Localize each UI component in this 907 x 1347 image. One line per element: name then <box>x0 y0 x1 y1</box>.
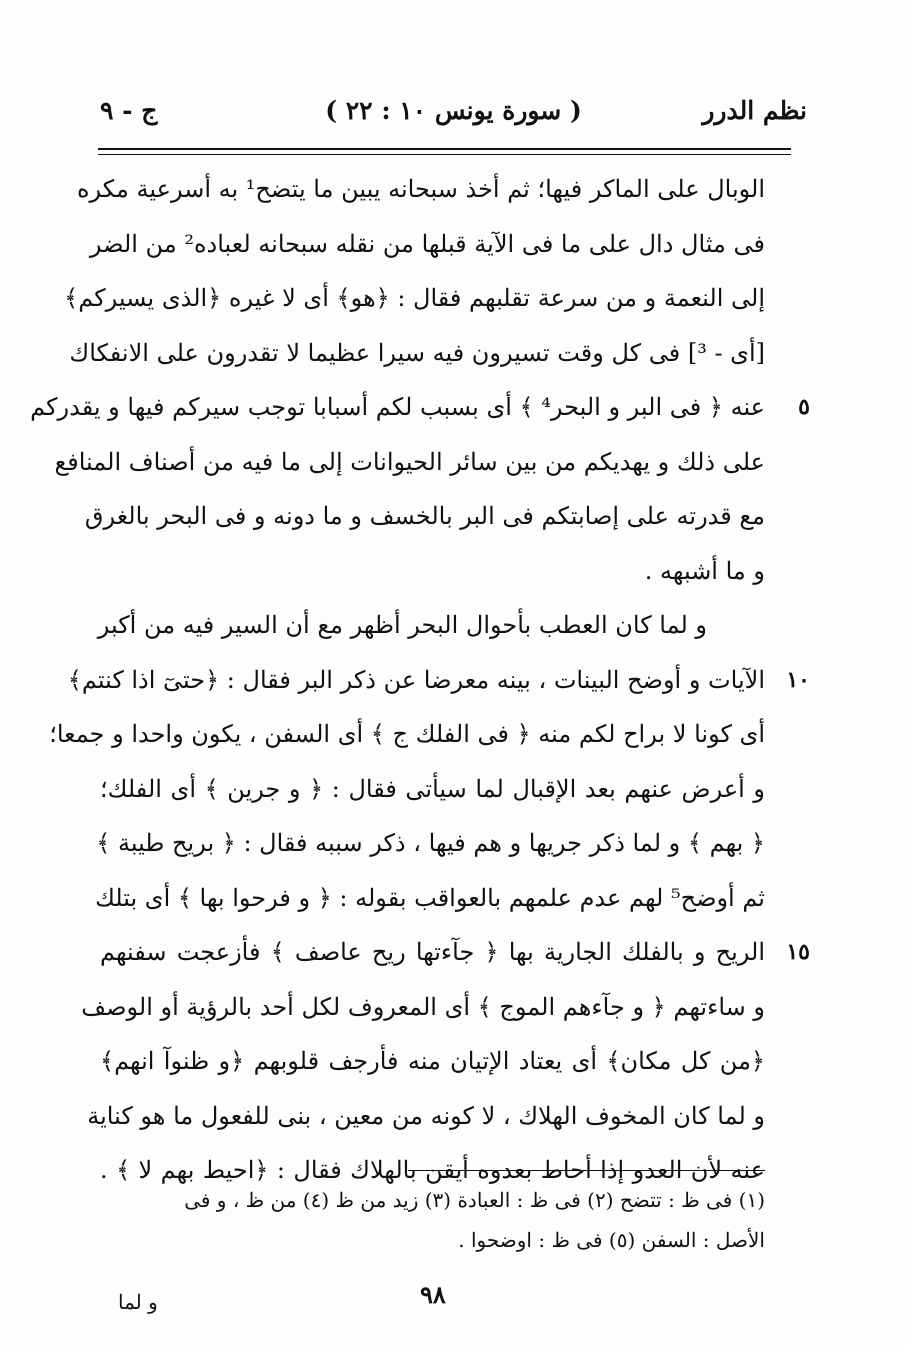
text-line <box>64 271 765 326</box>
footnotes <box>100 1180 765 1260</box>
footnote-line: (١) فى ظ : تتضح (٢) فى ظ : العبادة (٣) زيد من ظ (٤) من ظ ، و فى <box>184 1188 765 1212</box>
text-line <box>30 380 810 435</box>
text-line <box>89 217 765 272</box>
line-number: ٥ <box>798 394 810 420</box>
line-text: إلى النعمة و من سرعة تقلبهم فقال : ﴿هو﴾ أى لا غيره ﴿الذى يسيركم﴾ <box>64 284 765 312</box>
line-text: عنه ﴿ فى البر و البحر⁴ ﴾ أى بسبب لكم أسبابا توجب سيركم فيها و يقدركم <box>30 393 765 421</box>
page-number: ٩٨ <box>420 1280 446 1309</box>
text-line <box>84 489 765 544</box>
text-line <box>54 435 765 490</box>
line-text: و ساءتهم ﴿ و جآءهم الموج ﴾ أى المعروف لكل أحد بالرؤية أو الوصف <box>81 992 765 1021</box>
line-text: ثم أوضح⁵ لهم عدم علمهم بالعواقب بقوله : ﴿ و فرحوا بها ﴾ أى بتلك <box>95 883 765 912</box>
text-line <box>96 816 765 871</box>
line-text: على ذلك و يهديكم من بين سائر الحيوانات إلى ما فيه من أصناف المنافع <box>54 447 765 476</box>
volume-number: ج - ٩ <box>100 96 158 125</box>
text-line <box>100 762 765 817</box>
line-number: ١٠ <box>786 666 810 693</box>
text-line <box>97 598 765 653</box>
line-text: ﴿ بهم ﴾ و لما ذكر جريها و هم فيها ، ذكر سببه فقال : ﴿ بريح طيبة ﴾ <box>96 829 765 857</box>
page-header <box>90 88 817 138</box>
header-rule <box>98 148 791 150</box>
text-line <box>87 1089 765 1144</box>
line-text: [أى - ³] فى كل وقت تسيرون فيه سيرا عظيما لا تقدرون على الانفكاك <box>69 338 765 367</box>
catchword: و لما <box>118 1290 158 1314</box>
line-text: و أعرض عنهم بعد الإقبال لما سيأتى فقال : ﴿ و جرين ﴾ أى الفلك؛ <box>100 774 765 803</box>
line-text: و لما كان العطب بأحوال البحر أظهر مع أن السير فيه من أكبر <box>97 611 707 639</box>
line-text: الآيات و أوضح البينات ، بينه معرضا عن ذكر البر فقال : ﴿حتىٓ اذا كنتم﴾ <box>67 665 765 694</box>
footnote-line: الأصل : السفن (٥) فى ظ : اوضحوا . <box>458 1228 765 1252</box>
text-line <box>76 162 765 217</box>
book-title: نظم الدرر <box>702 96 807 125</box>
line-text: عنه لأن العدو إذا أحاط بعدوه أيقن بالهلاك فقال : ﴿احيط بهم لا ﴾ . <box>100 1156 765 1184</box>
text-line <box>69 326 765 381</box>
line-text: و لما كان المخوف الهلاك ، لا كونه من معين ، بنى للفعول ما هو كناية <box>87 1101 765 1130</box>
header-rule-thin <box>98 154 791 155</box>
line-number: ١٥ <box>786 939 810 965</box>
text-line <box>100 925 810 980</box>
line-text: ﴿من كل مكان﴾ أى يعتاد الإتيان منه فأرجف قلوبهم ﴿و ظنوآ انهم﴾ <box>100 1047 765 1075</box>
text-line <box>81 980 765 1035</box>
text-line <box>67 653 810 708</box>
surah-reference: ( سورة يونس ١٠ : ٢٢ ) <box>325 96 582 125</box>
line-text: فى مثال دال على ما فى الآية قبلها من نقله سبحانه لعباده² من الضر <box>89 229 765 258</box>
line-text: الوبال على الماكر فيها؛ ثم أخذ سبحانه يبين ما يتضح¹ به أسرعية مكره <box>76 175 765 203</box>
line-text: الريح و بالفلك الجارية بها ﴿ جآءتها ريح عاصف ﴾ فأزعجت سفنهم <box>100 938 765 966</box>
line-text: و ما أشبهه . <box>644 556 765 585</box>
footnote-rule <box>408 1170 765 1171</box>
text-line <box>49 707 765 762</box>
line-text: أى كونا لا براح لكم منه ﴿ فى الفلك ج ﴾ أى السفن ، يكون واحدا و جمعا؛ <box>49 720 765 748</box>
main-text <box>30 162 810 1198</box>
text-line <box>95 871 765 926</box>
text-line <box>100 1034 765 1089</box>
text-line <box>100 544 765 599</box>
line-text: مع قدرته على إصابتكم فى البر بالخسف و ما دونه و فى البحر بالغرق <box>84 502 765 530</box>
